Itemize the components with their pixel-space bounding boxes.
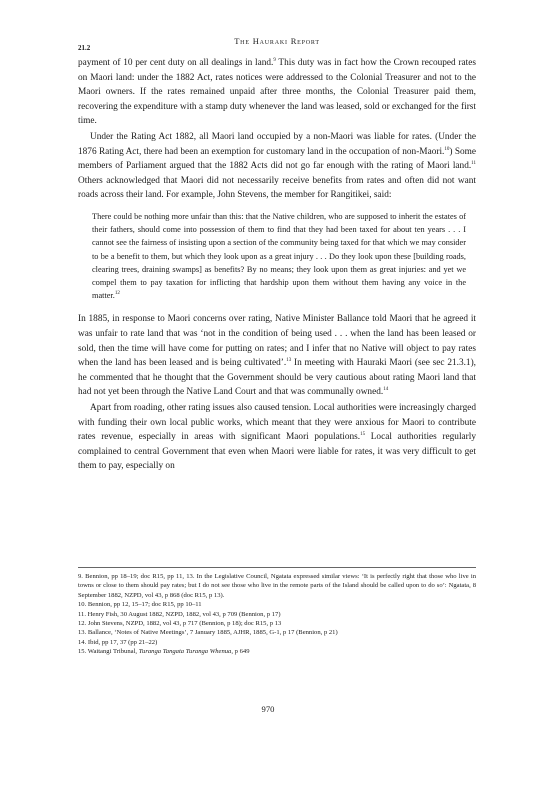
text-run: In 1885, in response to Maori concerns over rating, Native Minister Ballance told Maori that he agreed it was unfair to rate land that was ‘not in the condition of being used . . . when the land has been leased or sold, then the time will have come for putting on rates; and I infer that no Native will object to pay rates when the land has been leased and is being cultivated’. bbox=[78, 314, 476, 369]
footnote-ref[interactable]: 14 bbox=[383, 387, 389, 393]
text-run: This duty was in fact how the Crown recouped rates on Maori land: under the 1882 Act, rates notices were addressed to the Colonial Treasurer and not to the Maori owners. If the rates remained unpaid after three months, the Colonial Treasurer paid them, recovering the expenditure with a stamp duty whenever the land was leased, sold or exchanged for the first time. bbox=[78, 58, 476, 127]
footnote-ref[interactable]: 13 bbox=[286, 358, 292, 364]
footnote-ref[interactable]: 12 bbox=[114, 291, 120, 297]
paragraph bbox=[78, 56, 476, 129]
footnote: 13. Ballance, ‘Notes of Native Meetings’, 7 January 1885, AJHR, 1885, G-1, p 17 (Bennion, p 21) bbox=[78, 629, 338, 637]
footnote-text: 15. Waitangi Tribunal, bbox=[78, 648, 139, 656]
text-run: Under the Rating Act 1882, all Maori land occupied by a non-Maori was liable for rates. (Under the 1876 Rating Act, there had been an exemption for customary land in the occupation of non-Maori. bbox=[78, 131, 476, 157]
footnote: 10. Bennion, pp 12, 15–17; doc R15, pp 10–11 bbox=[78, 601, 202, 609]
footnote-text: , p 649 bbox=[231, 648, 250, 656]
footnote-ref[interactable]: 9 bbox=[273, 57, 276, 63]
text-run: In meeting with Hauraki Maori (see sec 21.3.1), he commented that he thought that the Government should be very cautious about rating Maori land that had not yet been through the Native Land Court and that was communally owned. bbox=[78, 358, 476, 398]
running-title: The Hauraki Report bbox=[234, 36, 320, 46]
block-quote bbox=[92, 210, 466, 302]
footnote-ref[interactable]: 10 bbox=[444, 146, 450, 152]
text-run: Others acknowledged that Maori did not necessarily receive benefits from rates and often did not want roads across their land. For example, John Stevens, the member for Rangitikei, said: bbox=[78, 175, 476, 201]
footnote-ref[interactable]: 11 bbox=[471, 161, 476, 167]
text-run: ) Some members of Parliament argued that the 1882 Acts did not go far enough with the rating of Maori land. bbox=[78, 146, 476, 172]
text-run: payment of 10 per cent duty on all dealings in land. bbox=[78, 58, 274, 68]
footnote: 12. John Stevens, NZPD, 1882, vol 43, p 717 (Bennion, p 18); doc R15, p 13 bbox=[78, 620, 282, 628]
body-text bbox=[78, 56, 476, 474]
footnote: 14. Ibid, pp 17, 37 (pp 21–22) bbox=[78, 638, 158, 646]
text-run: Local authorities regularly complained to central Government that even when Maori were liable for rates, it was very difficult to get them to pay, especially on bbox=[78, 432, 476, 472]
page-header bbox=[78, 36, 476, 50]
footnote-title: Turanga Tangata Turanga Whenua bbox=[138, 648, 232, 656]
footnote bbox=[78, 647, 476, 656]
page-number: 970 bbox=[261, 704, 275, 714]
quote-text: There could be nothing more unfair than this: that the Native children, who are supposed to inherit the estates of their fathers, should come into possession of them to find that they had been taxed for about ten years . . . I cannot see the fairness of insisting upon a section of the community being taxed for that which we may consider to be a benefit to them, but which they look upon as a great injury . . . Do they look upon these [building roads, clearing trees, draining swamps] as benefits? By no means; they look upon them as great injuries: and yet we compel them to pay taxation for inflicting that hardship upon them without them having any voice in the matter. bbox=[92, 211, 466, 301]
footnote: 9. Bennion, pp 18–19; doc R15, pp 11, 13. In the Legislative Council, Ngatata expressed similar views: ‘It is perfectly right that those who live in towns or close to them should pay rates; but I do not see those who live in the remote parts of the Island should be called upon to do so’: Ngatata, 8 September 1882, NZPD, vol 43, p 868 (doc R15, p 13). bbox=[78, 573, 476, 599]
text-run: Apart from roading, other rating issues also caused tension. Local authorities were increasingly charged with funding their own local public works, which meant that they were anxious for Maori to contribute rates revenue, especially in areas with significant Maori populations. bbox=[78, 402, 476, 443]
paragraph bbox=[78, 401, 476, 474]
paragraph bbox=[78, 130, 476, 203]
paragraph bbox=[78, 312, 476, 400]
footnotes-list bbox=[78, 572, 476, 657]
section-number: 21.2 bbox=[78, 44, 91, 52]
footnote-ref[interactable]: 15 bbox=[360, 432, 366, 438]
footnote: 11. Henry Fish, 30 August 1882, NZPD, 1882, vol 43, p 709 (Bennion, p 17) bbox=[78, 610, 281, 618]
footnote-divider bbox=[78, 567, 476, 568]
